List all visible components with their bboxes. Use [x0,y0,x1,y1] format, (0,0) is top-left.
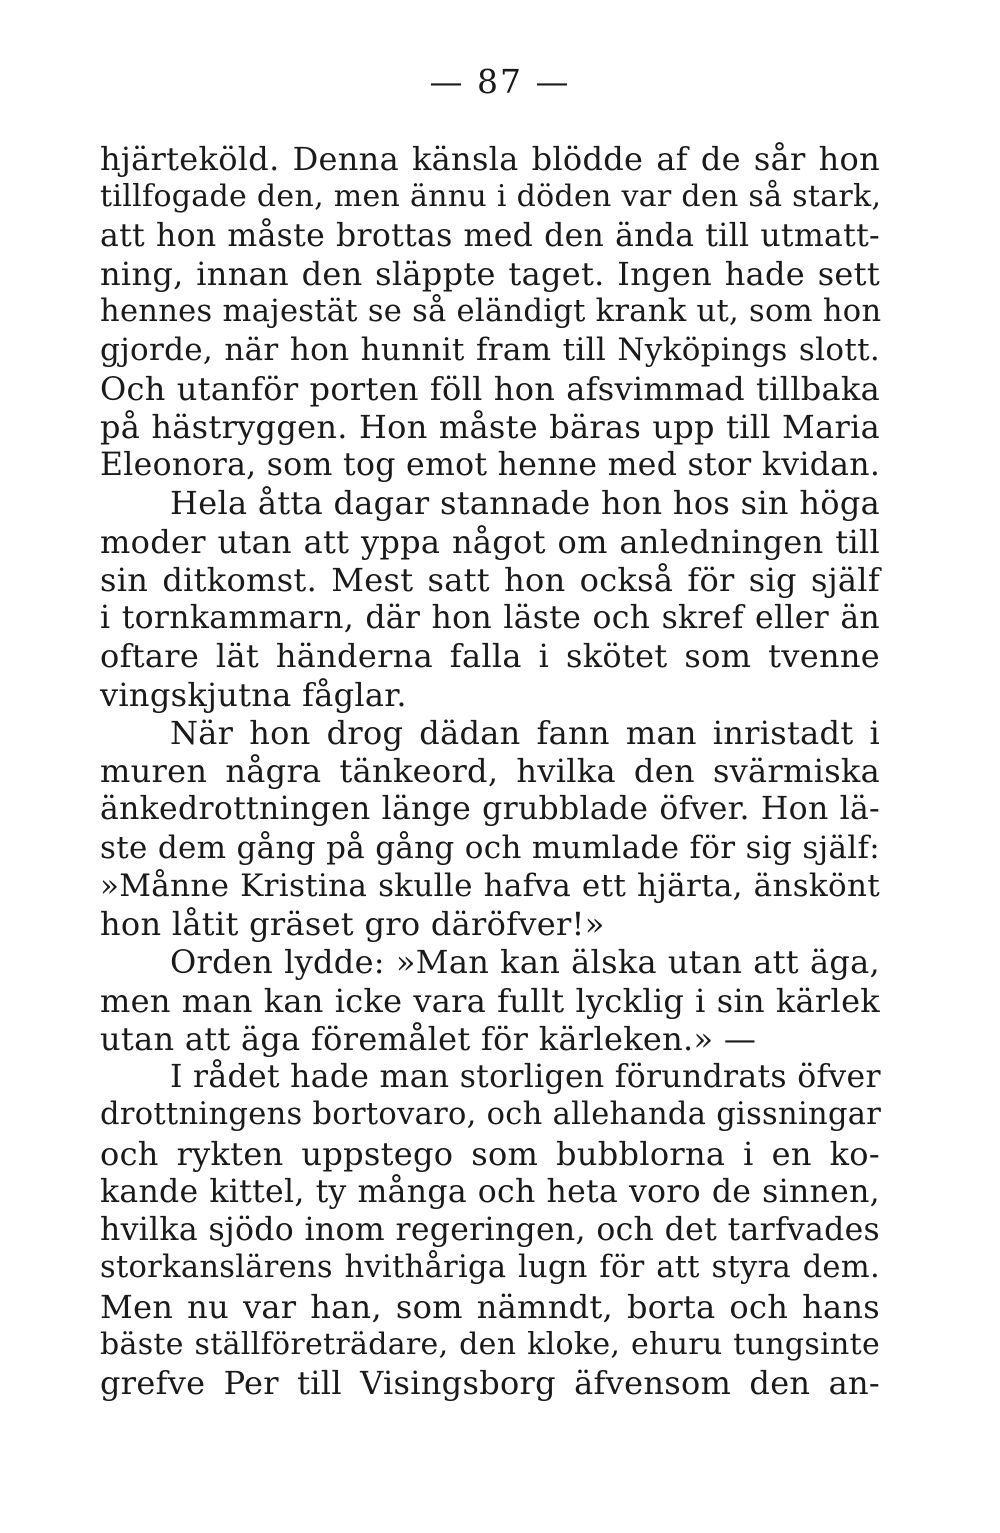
text-line: I rådet hade man storligen förundrats öfver [170,1059,881,1095]
text-line: När hon drog dädan fann man inristadt i [170,713,880,752]
text-line: kande kittel, ty många och heta voro de sinnen, [100,1173,880,1210]
text-line: Eleonora, som tog emot henne med stor kvidan. [100,447,881,483]
text-line: sin ditkomst. Mest satt hon också för sig själf [100,560,880,599]
text-line: i tornkammarn, där hon läste och skref eller än [100,600,880,636]
text-line: ste dem gång på gång och mumlade för sig själf: [100,829,880,866]
text-line: tillfogade den, men ännu i döden var den så stark, [100,179,882,215]
text-line: Hela åtta dagar stannade hon hos sin höga [170,484,880,523]
text-line: bäste ställföreträdare, den kloke, ehuru tungsinte [100,1326,880,1362]
text-line: på hästryggen. Hon måste bäras upp till Maria [100,407,880,446]
text-line: moder utan att yppa något om anledningen till [100,522,880,561]
text-line: utan att äga föremålet för kärleken.» — [100,1019,757,1058]
text-line: grefve Per till Visingsborg äfvensom den an- [100,1364,880,1402]
text-line: Orden lydde: »Man kan älska utan att äga, [170,943,880,982]
text-line: drottningens bortovaro, och allehanda gissningar [100,1097,882,1133]
text-line: ning, innan den släppte taget. Ingen hade sett [100,254,880,293]
text-line: och rykten uppstego som bubblorna i en ko- [100,1134,880,1173]
text-line: Och utanför porten föll hon afsvimmad tillbaka [100,369,880,408]
text-line: att hon måste brottas med den ända till utmatt- [100,217,880,254]
text-line: oftare lät händerna falla i skötet som tvenne [100,637,880,676]
text-line: vingskjutna fåglar. [100,675,407,714]
text-line: hennes majestät se så eländigt krank ut, som hon [100,294,882,329]
body-text [100,140,880,1402]
text-line: Men nu var han, som nämndt, borta och hans [100,1287,880,1326]
text-line: hon låtit gräset gro däröfver!» [100,905,605,943]
text-line: muren några tänkeord, hvilka den svärmiska [100,752,880,790]
text-line: men man kan icke vara fullt lycklig i sin kärlek [100,981,880,1020]
text-line: »Månne Kristina skulle hafva ett hjärta, änskönt [100,867,880,904]
text-line: gjorde, när hon hunnit fram till Nyköpings slott. [100,332,880,369]
text-line: änkedrottningen länge grubblade öfver. Hon lä- [100,791,880,828]
text-line: storkanslärens hvithåriga lugn för att styra dem. [100,1250,880,1286]
text-line: hjärteköld. Denna känsla blödde af de sår hon [100,140,880,178]
text-line: hvilka sjödo inom regeringen, och det tarfvades [100,1212,880,1248]
page-number: — 87 — [429,62,571,101]
